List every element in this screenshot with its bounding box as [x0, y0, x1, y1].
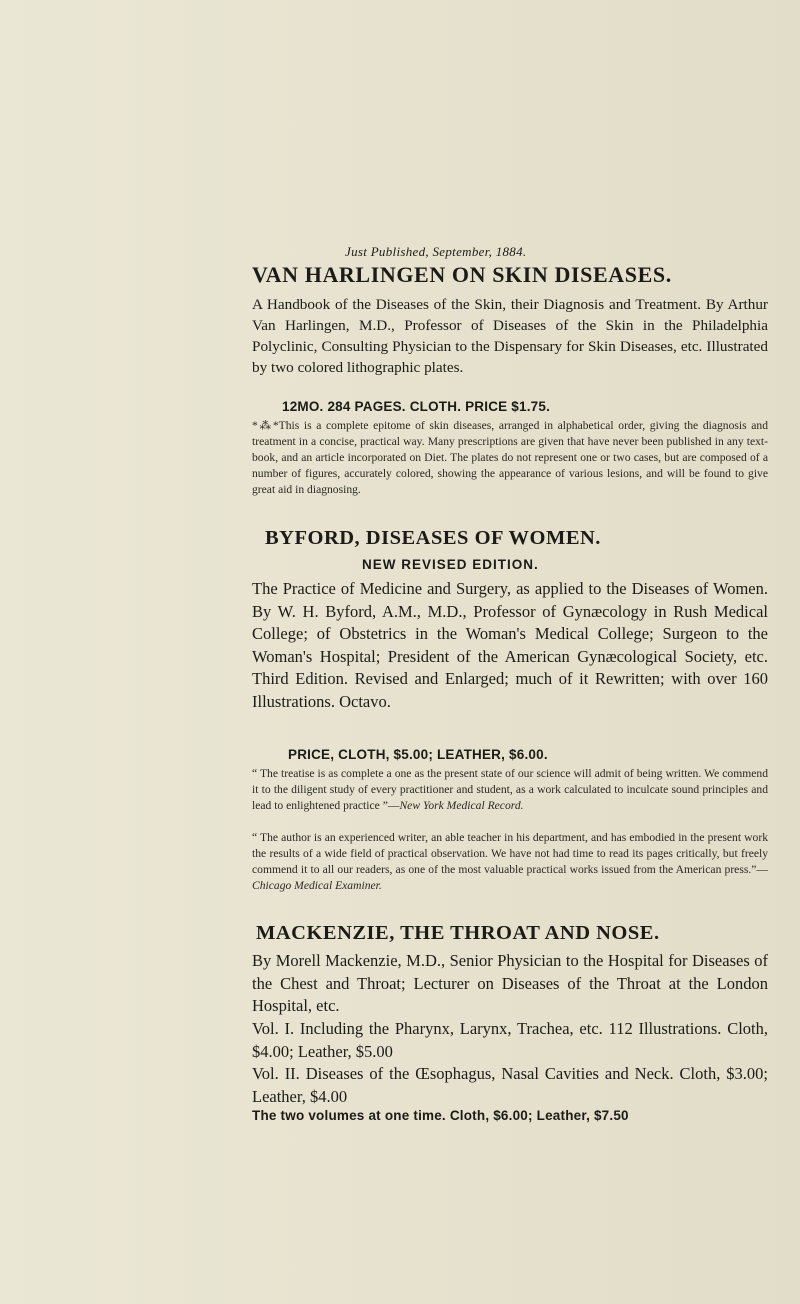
- byford-review-1-source: New York Medical Record.: [399, 799, 524, 812]
- byford-price: PRICE, CLOTH, $5.00; LEATHER, $6.00.: [288, 747, 548, 762]
- byford-title: BYFORD, DISEASES OF WOMEN.: [265, 527, 601, 549]
- byford-review-2-source: Chicago Medical Examiner.: [252, 879, 382, 892]
- mackenzie-title: MACKENZIE, THE THROAT AND NOSE.: [256, 922, 660, 944]
- van-harlingen-description: A Handbook of the Diseases of the Skin, their Diagnosis and Treatment. By Arthur Van Harlingen, M.D., Professor of Diseases of the Skin in the Philadelphia Polyclinic, Consulting Physician to the Dispensary for Skin Diseases, etc. Illustrated by two colored lithographic plates.: [252, 296, 768, 376]
- van-harlingen-price: 12MO. 284 PAGES. CLOTH. PRICE $1.75.: [282, 399, 551, 414]
- byford-review-2-text: “ The author is an experienced writer, an able teacher in his department, and has embodied in the present work the results of a wide field of practical observation. We have not had time to read its pages critically, but freely commend it to all our readers, as one of the most valuable practical works issued from the American press.”—: [252, 831, 768, 876]
- mackenzie-vol-1: Vol. I. Including the Pharynx, Larynx, Trachea, etc. 112 Illustrations. Cloth, $4.00; Leather, $5.00: [252, 1019, 768, 1061]
- mackenzie-vol-2: Vol. II. Diseases of the Œsophagus, Nasal Cavities and Neck. Cloth, $3.00; Leather, $4.00: [252, 1064, 768, 1106]
- van-harlingen-title: VAN HARLINGEN ON SKIN DISEASES.: [252, 262, 672, 287]
- byford-review-1-text: “ The treatise is as complete a one as the present state of our science will admit of being written. We commend it to the diligent study of every practitioner and student, as a work calculated to inculcate sound principles and lead to enlightened practice ”—: [252, 767, 768, 812]
- van-harlingen-note: *⁂*This is a complete epitome of skin diseases, arranged in alphabetical order, giving the diagnosis and treatment in a concise, practical way. Many prescriptions are given that have never been published in any text-book, and an article incorporated on Diet. The plates do not represent one or two cases, but are composed of a number of figures, accurately colored, showing the appearance of various lesions, and will be found to give great aid in diagnosing.: [252, 419, 768, 496]
- byford-review-1: [252, 766, 768, 814]
- published-date: Just Published, September, 1884.: [345, 244, 527, 259]
- byford-edition: NEW REVISED EDITION.: [362, 557, 539, 572]
- mackenzie-price: The two volumes at one time. Cloth, $6.00; Leather, $7.50: [252, 1108, 629, 1123]
- mackenzie-description: By Morell Mackenzie, M.D., Senior Physician to the Hospital for Diseases of the Chest and Throat; Lecturer on Diseases of the Throat at the London Hospital, etc.: [252, 951, 768, 1015]
- byford-review-2: [252, 830, 768, 894]
- byford-description: The Practice of Medicine and Surgery, as applied to the Diseases of Women. By W. H. Byford, A.M., M.D., Professor of Gynæcology in Rush Medical College; of Obstetrics in the Woman's Medical College; Surgeon to the Woman's Hospital; President of the American Gynæcological Society, etc. Third Edition. Revised and Enlarged; much of it Rewritten; with over 160 Illustrations. Octavo.: [252, 579, 768, 711]
